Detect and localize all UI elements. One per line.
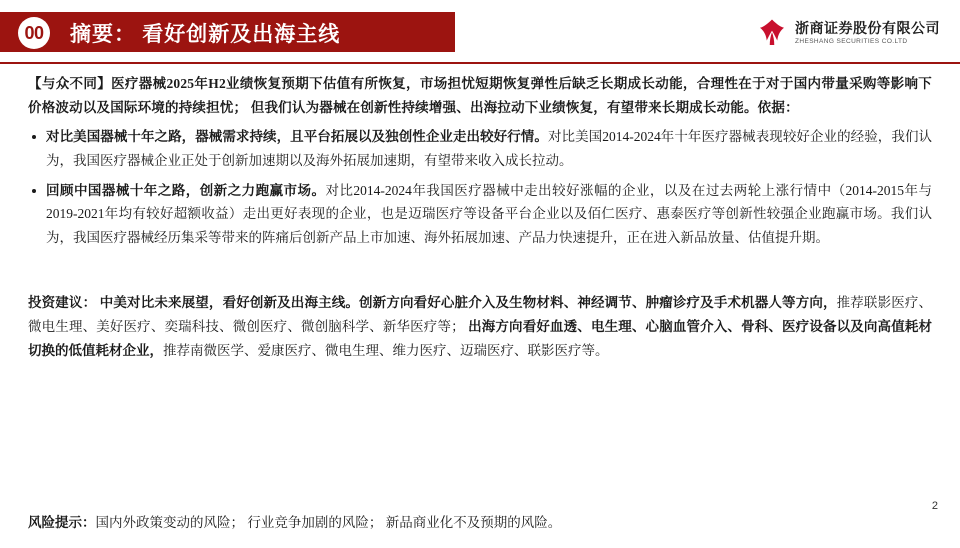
intro-text: 医疗器械2025年H2业绩恢复预期下估值有所恢复，市场担忧短期恢复弹性后缺乏长期成长动能，合理性在于对于国内带量采购等影响下价格波动以及国际环境的持续担忧； 但我们认为器械在创新性持续增强、出海拉动下业绩恢复，有望带来长期成长动能。依据： xyxy=(28,76,932,115)
investment-advice-text-2: 推荐南微医学、爱康医疗、微电生理、维力医疗、迈瑞医疗、联影医疗等。 xyxy=(163,342,609,358)
investment-advice-paragraph xyxy=(28,291,932,363)
risk-warning-lead: 风险提示： xyxy=(28,514,96,530)
bullet-lead: 对比美国器械十年之路，器械需求持续，且平台拓展以及独创性企业走出较好行情。 xyxy=(46,129,548,145)
risk-warning-paragraph xyxy=(28,512,932,535)
risk-warning-text: 国内外政策变动的风险； 行业竞争加剧的风险； 新品商业化不及预期的风险。 xyxy=(95,514,562,530)
logo-company-name-en: ZHESHANG SECURITIES CO.LTD xyxy=(795,38,908,46)
list-item xyxy=(28,179,932,250)
spacer xyxy=(28,255,932,277)
header-divider xyxy=(0,62,960,64)
section-number-badge: 00 xyxy=(18,17,50,49)
investment-advice-bold-2: 出海方向看好血透、电生理、心脑血管介入、骨科、医疗设备以及向高值耗材切换的低值耗材企业， xyxy=(28,318,933,358)
list-item xyxy=(28,125,932,172)
intro-paragraph xyxy=(28,72,932,119)
bullet-list xyxy=(28,125,932,249)
bullet-lead: 回顾中国器械十年之路，创新之力跑赢市场。 xyxy=(46,182,326,198)
investment-advice-text-1: 推荐联影医疗、微电生理、美好医疗、奕瑞科技、微创医疗、微创脑科学、新华医疗等； xyxy=(28,294,933,334)
company-logo xyxy=(757,12,940,54)
logo-text xyxy=(795,20,940,46)
slide-content xyxy=(28,72,932,376)
page-number: 2 xyxy=(931,500,938,512)
intro-lead: 【与众不同】 xyxy=(28,76,112,91)
bullet-text: 对比美国2014-2024年十年医疗器械表现较好企业的经验，我们认为，我国医疗器械企业正处于创新加速期以及海外拓展加速期，有望带来收入成长拉动。 xyxy=(46,129,933,168)
bullet-text: 对比2014-2024年我国医疗器械中走出较好涨幅的企业，以及在过去两轮上涨行情中（2014-2015年与2019-2021年均有较好超额收益）走出更好表现的企业，也是迈瑞医疗等设备平台企业以及佰仁医疗、惠泰医疗等创新性较强企业跑赢市场。我们认为，我国医疗器械经历集采等带来的阵痛后创新产品上市加速、海外拓展加速、产品力快速提升，正在进入新品放量、估值提升期。 xyxy=(46,182,932,245)
risk-warning-block xyxy=(28,498,932,548)
logo-company-name-cn: 浙商证券股份有限公司 xyxy=(795,20,940,37)
page-title: 摘要： 看好创新及出海主线 xyxy=(70,22,341,46)
zheshang-logo-icon xyxy=(757,18,787,48)
investment-advice-lead: 投资建议： xyxy=(28,294,97,310)
investment-advice-bold-1: 中美对比未来展望，看好创新及出海主线。创新方向看好心脏介入及生物材料、神经调节、肿瘤诊疗及手术机器人等方向， xyxy=(96,294,837,310)
slide-header xyxy=(0,0,960,62)
